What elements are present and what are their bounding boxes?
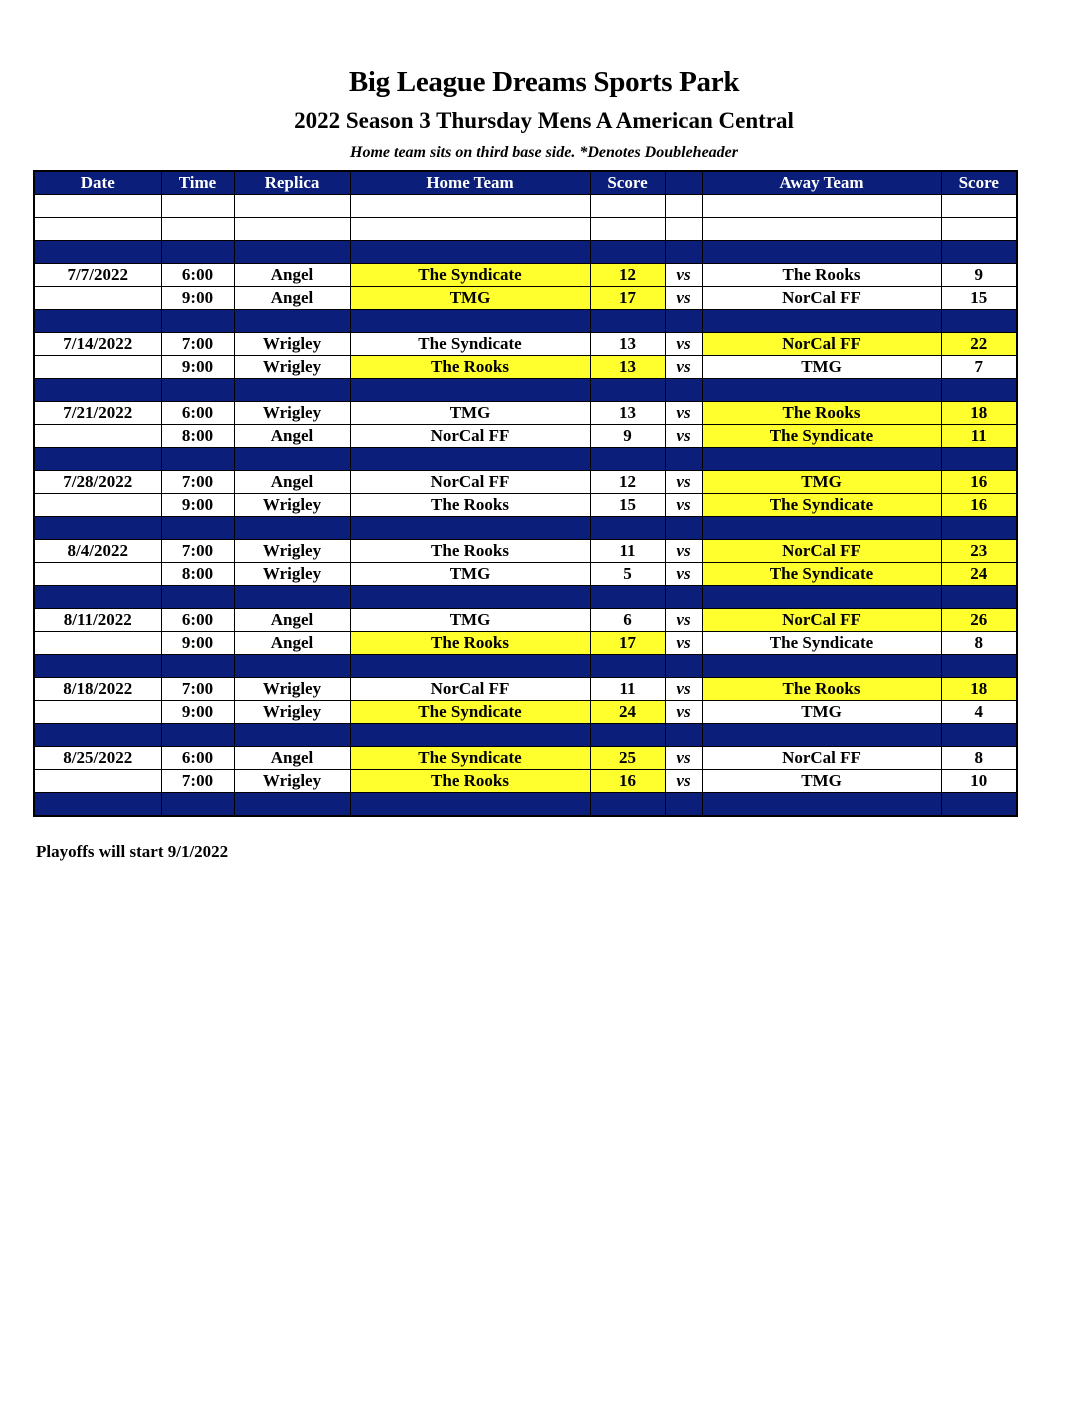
col-header-replica: Replica: [234, 171, 350, 195]
game-time: 8:00: [161, 425, 234, 448]
game-row: [34, 609, 1017, 632]
empty-cell: [941, 218, 1017, 241]
empty-cell: [665, 195, 702, 218]
away-team: The Syndicate: [702, 563, 941, 586]
empty-cell: [590, 195, 665, 218]
empty-cell: [941, 793, 1017, 817]
vs-label: vs: [665, 425, 702, 448]
week-separator: [34, 310, 1017, 333]
vs-label: vs: [665, 333, 702, 356]
home-team: NorCal FF: [350, 425, 590, 448]
away-score: 7: [941, 356, 1017, 379]
empty-cell: [34, 655, 161, 678]
empty-cell: [34, 310, 161, 333]
col-header-away-team: Away Team: [702, 171, 941, 195]
empty-cell: [34, 448, 161, 471]
game-row: [34, 563, 1017, 586]
away-score: 10: [941, 770, 1017, 793]
empty-cell: [161, 724, 234, 747]
game-field: Wrigley: [234, 540, 350, 563]
empty-cell: [665, 517, 702, 540]
empty-cell: [234, 448, 350, 471]
game-field: Angel: [234, 287, 350, 310]
empty-cell: [34, 195, 161, 218]
home-team: The Rooks: [350, 356, 590, 379]
vs-label: vs: [665, 609, 702, 632]
empty-cell: [665, 793, 702, 817]
vs-label: vs: [665, 632, 702, 655]
game-row: [34, 494, 1017, 517]
empty-cell: [161, 195, 234, 218]
away-team: NorCal FF: [702, 540, 941, 563]
empty-cell: [234, 379, 350, 402]
empty-cell: [702, 241, 941, 264]
col-header-away-score: Score: [941, 171, 1017, 195]
game-row: [34, 770, 1017, 793]
empty-cell: [161, 379, 234, 402]
empty-cell: [702, 379, 941, 402]
game-time: 6:00: [161, 747, 234, 770]
away-team: TMG: [702, 471, 941, 494]
empty-cell: [350, 218, 590, 241]
empty-cell: [590, 655, 665, 678]
game-row: [34, 333, 1017, 356]
vs-label: vs: [665, 402, 702, 425]
game-row: [34, 701, 1017, 724]
game-field: Angel: [234, 609, 350, 632]
empty-cell: [590, 517, 665, 540]
away-team: The Syndicate: [702, 632, 941, 655]
empty-cell: [590, 310, 665, 333]
game-date: [34, 356, 161, 379]
empty-cell: [234, 218, 350, 241]
empty-cell: [702, 448, 941, 471]
home-score: 13: [590, 402, 665, 425]
empty-cell: [941, 517, 1017, 540]
game-date: 7/14/2022: [34, 333, 161, 356]
week-separator: [34, 517, 1017, 540]
empty-cell: [234, 793, 350, 817]
game-time: 9:00: [161, 494, 234, 517]
empty-cell: [941, 655, 1017, 678]
home-score: 11: [590, 678, 665, 701]
empty-cell: [665, 586, 702, 609]
empty-cell: [234, 655, 350, 678]
game-field: Wrigley: [234, 402, 350, 425]
game-row: [34, 425, 1017, 448]
empty-cell: [234, 310, 350, 333]
empty-cell: [161, 241, 234, 264]
game-field: Wrigley: [234, 563, 350, 586]
game-date: 8/18/2022: [34, 678, 161, 701]
empty-cell: [702, 517, 941, 540]
game-date: 8/25/2022: [34, 747, 161, 770]
empty-cell: [34, 586, 161, 609]
home-team: The Rooks: [350, 494, 590, 517]
col-header-home-team: Home Team: [350, 171, 590, 195]
empty-cell: [350, 655, 590, 678]
empty-cell: [350, 310, 590, 333]
away-score: 24: [941, 563, 1017, 586]
home-team: TMG: [350, 402, 590, 425]
empty-cell: [941, 448, 1017, 471]
empty-cell: [702, 218, 941, 241]
empty-cell: [161, 218, 234, 241]
home-team: TMG: [350, 287, 590, 310]
home-score: 25: [590, 747, 665, 770]
empty-cell: [941, 241, 1017, 264]
game-field: Wrigley: [234, 770, 350, 793]
empty-cell: [350, 517, 590, 540]
empty-cell: [350, 586, 590, 609]
game-row: [34, 678, 1017, 701]
page-title: Big League Dreams Sports Park: [348, 66, 740, 98]
game-field: Wrigley: [234, 356, 350, 379]
vs-label: vs: [665, 287, 702, 310]
empty-cell: [590, 379, 665, 402]
empty-cell: [161, 448, 234, 471]
home-score: 15: [590, 494, 665, 517]
home-score: 16: [590, 770, 665, 793]
game-time: 7:00: [161, 333, 234, 356]
game-time: 6:00: [161, 264, 234, 287]
empty-cell: [34, 517, 161, 540]
home-team: The Rooks: [350, 770, 590, 793]
away-team: The Rooks: [702, 264, 941, 287]
game-time: 9:00: [161, 287, 234, 310]
game-field: Angel: [234, 471, 350, 494]
away-score: 22: [941, 333, 1017, 356]
game-time: 7:00: [161, 770, 234, 793]
home-team: NorCal FF: [350, 678, 590, 701]
empty-cell: [350, 793, 590, 817]
game-time: 6:00: [161, 609, 234, 632]
empty-cell: [702, 793, 941, 817]
empty-cell: [590, 724, 665, 747]
empty-cell: [350, 195, 590, 218]
week-separator: [34, 793, 1017, 817]
game-field: Angel: [234, 425, 350, 448]
col-header-time: Time: [161, 171, 234, 195]
empty-cell: [941, 724, 1017, 747]
game-time: 9:00: [161, 632, 234, 655]
home-score: 9: [590, 425, 665, 448]
away-team: TMG: [702, 701, 941, 724]
empty-cell: [161, 793, 234, 817]
empty-cell: [234, 724, 350, 747]
home-team: The Rooks: [350, 632, 590, 655]
col-header-home-score: Score: [590, 171, 665, 195]
home-team: The Rooks: [350, 540, 590, 563]
vs-label: vs: [665, 471, 702, 494]
home-team: The Syndicate: [350, 333, 590, 356]
empty-cell: [161, 655, 234, 678]
empty-cell: [590, 448, 665, 471]
vs-label: vs: [665, 701, 702, 724]
game-date: 7/21/2022: [34, 402, 161, 425]
empty-cell: [941, 195, 1017, 218]
home-team: The Syndicate: [350, 747, 590, 770]
empty-cell: [702, 310, 941, 333]
vs-label: vs: [665, 264, 702, 287]
empty-cell: [702, 724, 941, 747]
game-row: [34, 747, 1017, 770]
vs-label: vs: [665, 540, 702, 563]
away-score: 18: [941, 402, 1017, 425]
away-score: 11: [941, 425, 1017, 448]
home-team: The Syndicate: [350, 701, 590, 724]
home-score: 24: [590, 701, 665, 724]
empty-cell: [702, 655, 941, 678]
home-score: 12: [590, 264, 665, 287]
game-date: 7/28/2022: [34, 471, 161, 494]
empty-cell: [702, 586, 941, 609]
empty-cell: [590, 586, 665, 609]
playoffs-note: Playoffs will start 9/1/2022: [36, 842, 229, 861]
game-time: 9:00: [161, 701, 234, 724]
away-score: 15: [941, 287, 1017, 310]
vs-label: vs: [665, 770, 702, 793]
vs-label: vs: [665, 678, 702, 701]
game-time: 6:00: [161, 402, 234, 425]
game-date: [34, 770, 161, 793]
empty-cell: [161, 310, 234, 333]
empty-cell: [590, 241, 665, 264]
empty-cell: [234, 517, 350, 540]
home-team: TMG: [350, 609, 590, 632]
game-row: [34, 356, 1017, 379]
game-date: [34, 287, 161, 310]
home-team: The Syndicate: [350, 264, 590, 287]
home-score: 12: [590, 471, 665, 494]
empty-cell: [350, 724, 590, 747]
home-score: 17: [590, 287, 665, 310]
week-separator: [34, 379, 1017, 402]
empty-cell: [941, 310, 1017, 333]
away-score: 23: [941, 540, 1017, 563]
away-score: 26: [941, 609, 1017, 632]
away-score: 18: [941, 678, 1017, 701]
empty-cell: [941, 586, 1017, 609]
home-score: 5: [590, 563, 665, 586]
empty-cell: [665, 218, 702, 241]
game-time: 7:00: [161, 678, 234, 701]
empty-cell: [590, 218, 665, 241]
away-team: NorCal FF: [702, 333, 941, 356]
game-row: [34, 402, 1017, 425]
away-score: 8: [941, 632, 1017, 655]
empty-cell: [234, 195, 350, 218]
week-separator: [34, 448, 1017, 471]
home-team: NorCal FF: [350, 471, 590, 494]
empty-cell: [161, 586, 234, 609]
away-score: 8: [941, 747, 1017, 770]
game-field: Angel: [234, 747, 350, 770]
home-score: 13: [590, 333, 665, 356]
vs-label: vs: [665, 494, 702, 517]
game-row: [34, 287, 1017, 310]
home-score: 11: [590, 540, 665, 563]
game-field: Angel: [234, 264, 350, 287]
vs-label: vs: [665, 563, 702, 586]
empty-cell: [665, 379, 702, 402]
week-separator: [34, 724, 1017, 747]
empty-cell: [702, 195, 941, 218]
game-field: Wrigley: [234, 678, 350, 701]
away-team: The Syndicate: [702, 425, 941, 448]
week-separator: [34, 655, 1017, 678]
home-score: 13: [590, 356, 665, 379]
away-team: The Rooks: [702, 402, 941, 425]
game-date: [34, 632, 161, 655]
away-team: NorCal FF: [702, 747, 941, 770]
empty-cell: [161, 517, 234, 540]
game-row: [34, 540, 1017, 563]
week-separator: [34, 586, 1017, 609]
game-date: 8/11/2022: [34, 609, 161, 632]
game-date: 8/4/2022: [34, 540, 161, 563]
empty-cell: [34, 793, 161, 817]
empty-cell: [234, 241, 350, 264]
game-field: Wrigley: [234, 333, 350, 356]
empty-cell: [350, 448, 590, 471]
col-header-vs: [665, 171, 702, 195]
table-header-row: [34, 171, 1017, 195]
vs-label: vs: [665, 356, 702, 379]
week-separator: [34, 241, 1017, 264]
game-time: 7:00: [161, 540, 234, 563]
blank-row: [34, 195, 1017, 218]
empty-cell: [34, 724, 161, 747]
game-date: [34, 425, 161, 448]
game-date: 7/7/2022: [34, 264, 161, 287]
empty-cell: [665, 724, 702, 747]
away-score: 16: [941, 471, 1017, 494]
game-time: 8:00: [161, 563, 234, 586]
game-date: [34, 494, 161, 517]
game-date: [34, 701, 161, 724]
away-score: 16: [941, 494, 1017, 517]
away-score: 9: [941, 264, 1017, 287]
home-score: 17: [590, 632, 665, 655]
schedule-body: [34, 195, 1017, 817]
game-time: 9:00: [161, 356, 234, 379]
empty-cell: [234, 586, 350, 609]
schedule-table: [33, 170, 1018, 817]
empty-cell: [665, 655, 702, 678]
col-header-date: Date: [34, 171, 161, 195]
empty-cell: [34, 241, 161, 264]
away-team: NorCal FF: [702, 609, 941, 632]
blank-row: [34, 218, 1017, 241]
empty-cell: [941, 379, 1017, 402]
game-row: [34, 471, 1017, 494]
game-date: [34, 563, 161, 586]
away-team: The Rooks: [702, 678, 941, 701]
game-field: Wrigley: [234, 701, 350, 724]
empty-cell: [590, 793, 665, 817]
vs-label: vs: [665, 747, 702, 770]
away-score: 4: [941, 701, 1017, 724]
empty-cell: [665, 241, 702, 264]
home-score: 6: [590, 609, 665, 632]
away-team: TMG: [702, 770, 941, 793]
game-field: Wrigley: [234, 494, 350, 517]
away-team: NorCal FF: [702, 287, 941, 310]
away-team: The Syndicate: [702, 494, 941, 517]
empty-cell: [34, 218, 161, 241]
game-time: 7:00: [161, 471, 234, 494]
empty-cell: [34, 379, 161, 402]
empty-cell: [350, 379, 590, 402]
game-field: Angel: [234, 632, 350, 655]
game-row: [34, 264, 1017, 287]
away-team: TMG: [702, 356, 941, 379]
game-row: [34, 632, 1017, 655]
empty-cell: [350, 241, 590, 264]
empty-cell: [665, 310, 702, 333]
home-team: TMG: [350, 563, 590, 586]
empty-cell: [665, 448, 702, 471]
page-subtitle: 2022 Season 3 Thursday Mens A American Central: [294, 108, 794, 133]
page-note: Home team sits on third base side. *Denotes Doubleheader: [350, 144, 738, 161]
